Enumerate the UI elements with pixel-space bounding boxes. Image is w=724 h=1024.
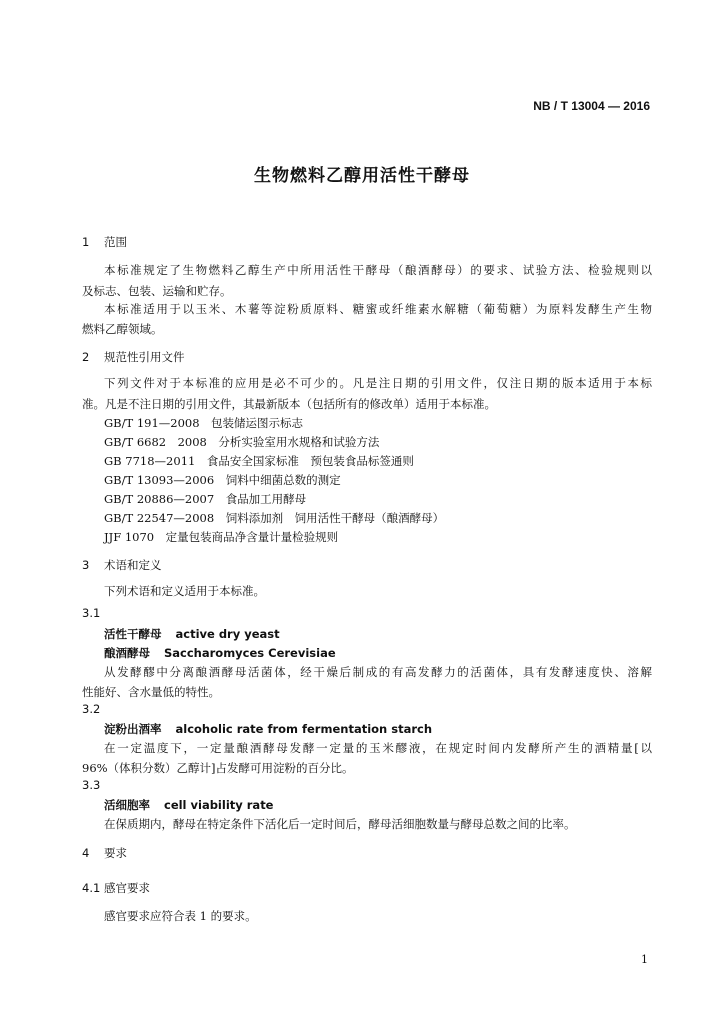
subsection-4-1-heading	[82, 880, 150, 896]
section-1-heading	[82, 234, 127, 250]
term-synonym	[104, 645, 336, 661]
section-title: 范围	[104, 235, 127, 249]
term-en: Saccharomyces Cerevisiae	[164, 646, 336, 660]
reference-item: JJF 1070 定量包装商品净含量计量检验规则	[104, 530, 339, 544]
paragraph-line: 感官要求应符合表 1 的要求。	[104, 909, 257, 923]
clause-number: 3.1	[82, 606, 101, 620]
paragraph-line: 下列文件对于本标准的应用是必不可少的。凡是注日期的引用文件，仅注日期的版本适用于本标	[104, 376, 652, 390]
subsection-title: 感官要求	[104, 881, 150, 895]
section-3-heading	[82, 557, 162, 573]
paragraph-line: 准。凡是不注日期的引用文件，其最新版本（包括所有的修改单）适用于本标准。	[82, 397, 496, 411]
section-title: 规范性引用文件	[104, 350, 185, 364]
paragraph-line: 本标准规定了生物燃料乙醇生产中所用活性干酵母（酿酒酵母）的要求、试验方法、检验规则以	[104, 263, 652, 277]
term-en: active dry yeast	[175, 627, 280, 641]
term-entry	[104, 797, 274, 813]
clause-number: 3.2	[82, 702, 101, 716]
term-zh: 酿酒酵母	[104, 646, 150, 660]
reference-item: GB/T 20886—2007 食品加工用酵母	[104, 492, 307, 506]
definition-line: 在一定温度下，一定量酿酒酵母发酵一定量的玉米醪液，在规定时间内发酵所产生的酒精量[以	[104, 741, 652, 755]
subsection-number: 4.1	[82, 881, 101, 895]
term-zh: 淀粉出酒率	[104, 722, 162, 736]
reference-item: GB/T 13093—2006 饲料中细菌总数的测定	[104, 473, 341, 487]
term-entry	[104, 626, 280, 642]
section-title: 术语和定义	[104, 558, 162, 572]
reference-item: GB/T 22547—2008 饲料添加剂 饲用活性干酵母（酿酒酵母）	[104, 511, 445, 525]
section-number: 2	[82, 350, 90, 364]
page-number: 1	[641, 953, 648, 966]
term-en: cell viability rate	[164, 798, 274, 812]
section-number: 1	[82, 235, 90, 249]
section-2-heading	[82, 349, 185, 365]
definition-line: 性能好、含水量低的特性。	[82, 685, 220, 699]
document-title: 生物燃料乙醇用活性干酵母	[254, 166, 470, 186]
reference-item: GB/T 6682 2008 分析实验室用水规格和试验方法	[104, 435, 380, 449]
paragraph-line: 本标准适用于以玉米、木薯等淀粉质原料、糖蜜或纤维素水解糖（葡萄糖）为原料发酵生产生物	[104, 302, 652, 316]
term-entry	[104, 721, 432, 737]
term-en: alcoholic rate from fermentation starch	[175, 722, 433, 736]
term-zh: 活性干酵母	[104, 627, 162, 641]
section-title: 要求	[104, 846, 127, 860]
term-zh: 活细胞率	[104, 798, 150, 812]
paragraph-line: 下列术语和定义适用于本标准。	[104, 584, 265, 598]
definition-line: 96%（体积分数）乙醇计]占发酵可用淀粉的百分比。	[82, 761, 354, 775]
paragraph-line: 燃料乙醇领域。	[82, 322, 163, 336]
definition-line: 从发酵醪中分离酿酒酵母活菌体，经干燥后制成的有高发酵力的活菌体，具有发酵速度快、溶解	[104, 665, 652, 679]
paragraph-line: 及标志、包装、运输和贮存。	[82, 284, 232, 298]
section-number: 4	[82, 846, 90, 860]
reference-item: GB 7718—2011 食品安全国家标准 预包装食品标签通则	[104, 454, 414, 468]
section-number: 3	[82, 558, 90, 572]
clause-number: 3.3	[82, 778, 101, 792]
section-4-heading	[82, 845, 127, 861]
definition-line: 在保质期内，酵母在特定条件下活化后一定时间后，酵母活细胞数量与酵母总数之间的比率。	[104, 817, 576, 831]
standard-number: NB / T 13004 — 2016	[533, 99, 650, 113]
reference-item: GB/T 191—2008 包装储运图示标志	[104, 416, 304, 430]
